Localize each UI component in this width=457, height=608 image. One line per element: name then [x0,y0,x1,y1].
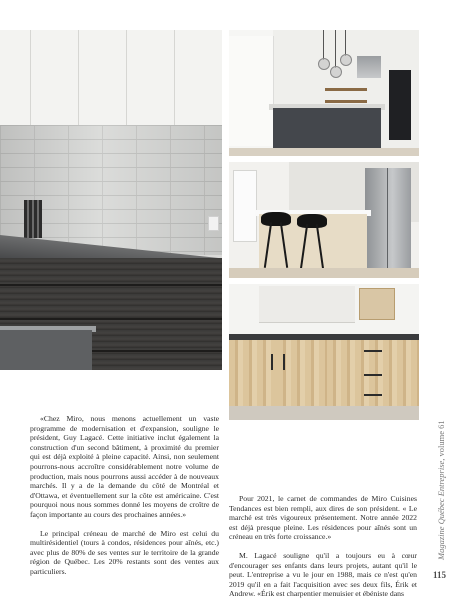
kitchen-pendants-photo [229,30,419,156]
article-left-column [30,414,219,586]
article-paragraph: M. Lagacé souligne qu'il a toujours eu à cœur d'encourager ses enfants dans leurs projets, autant qu'il le peut. L'entreprise a vu le jour en 1988, mais ce n'est qu'en 2019 qu'il en a fait l'acquisition avec ses deux fils, Érik et Andrew. «Érik est charpentier menuisier et ébéniste dans [229,550,417,599]
pendant-light [330,66,342,78]
bar-stool [297,214,327,228]
magazine-credit [436,420,446,560]
magazine-volume: , volume 61 [436,420,446,461]
kitchen-island-stools-photo [229,162,419,278]
wall-outlet [208,216,219,231]
range-hood [357,56,381,78]
kitchen-backsplash-photo [0,30,222,370]
article-paragraph: Le principal créneau de marché de Miro est celui du multirésidentiel (tours à condos, résidences pour aînés, etc.) avec plus de 80% de ses ventes sur le territoire de la grande région de Québec. Les 20% restants sont des ventes aux particuliers. [30,528,219,576]
pendant-light [340,54,352,66]
tall-white-cabinets [229,36,274,146]
magazine-name: Magazine Québec Entreprise [436,460,446,560]
article-paragraph: Pour 2021, le carnet de commandes de Miro Cuisines Tendances est bien rempli, aux dires de son président. « Le marché est très vigoureux présentement. Notre année 2022 est déjà presque pleine. Les résidences pour aînés sont un créneau en très forte croissance.» [229,494,417,542]
black-fridge [389,70,411,140]
wood-cabinet-door [229,340,278,406]
page-number: 115 [433,570,447,580]
window [233,170,257,242]
wood-upper-cabinet [359,288,395,320]
pendant-light [318,58,330,70]
island [0,330,92,370]
stainless-fridge [365,168,411,268]
bottle-rack [24,200,42,238]
dark-island [273,108,381,148]
wood-cabinet-door [277,340,328,406]
article-paragraph: «Chez Miro, nous menons actuellement un vaste programme de modernisation et d'expansion, souligne le président, Guy Lagacé. Cette initiative inclut également la construction d'un second bâtiment, à proximité du premier qui est déjà exploité à pleine capacité. Ainsi, non seulement pourrons-nous accroître considérablement notre volume de production, mais nous pourrons aussi accéder à de nouveaux marchés. Il y a de la demande du côté de Montréal et d'Ottawa, et éventuellement sur la côte est américaine. C'est pourquoi nous nous sommes donné les moyens de croître de façon importante au cours des prochaines années.» [30,414,219,519]
article-right-column [229,494,417,608]
bar-stool [261,212,291,226]
upper-cabinets [0,30,222,125]
wood-cabinets-photo [229,284,419,420]
